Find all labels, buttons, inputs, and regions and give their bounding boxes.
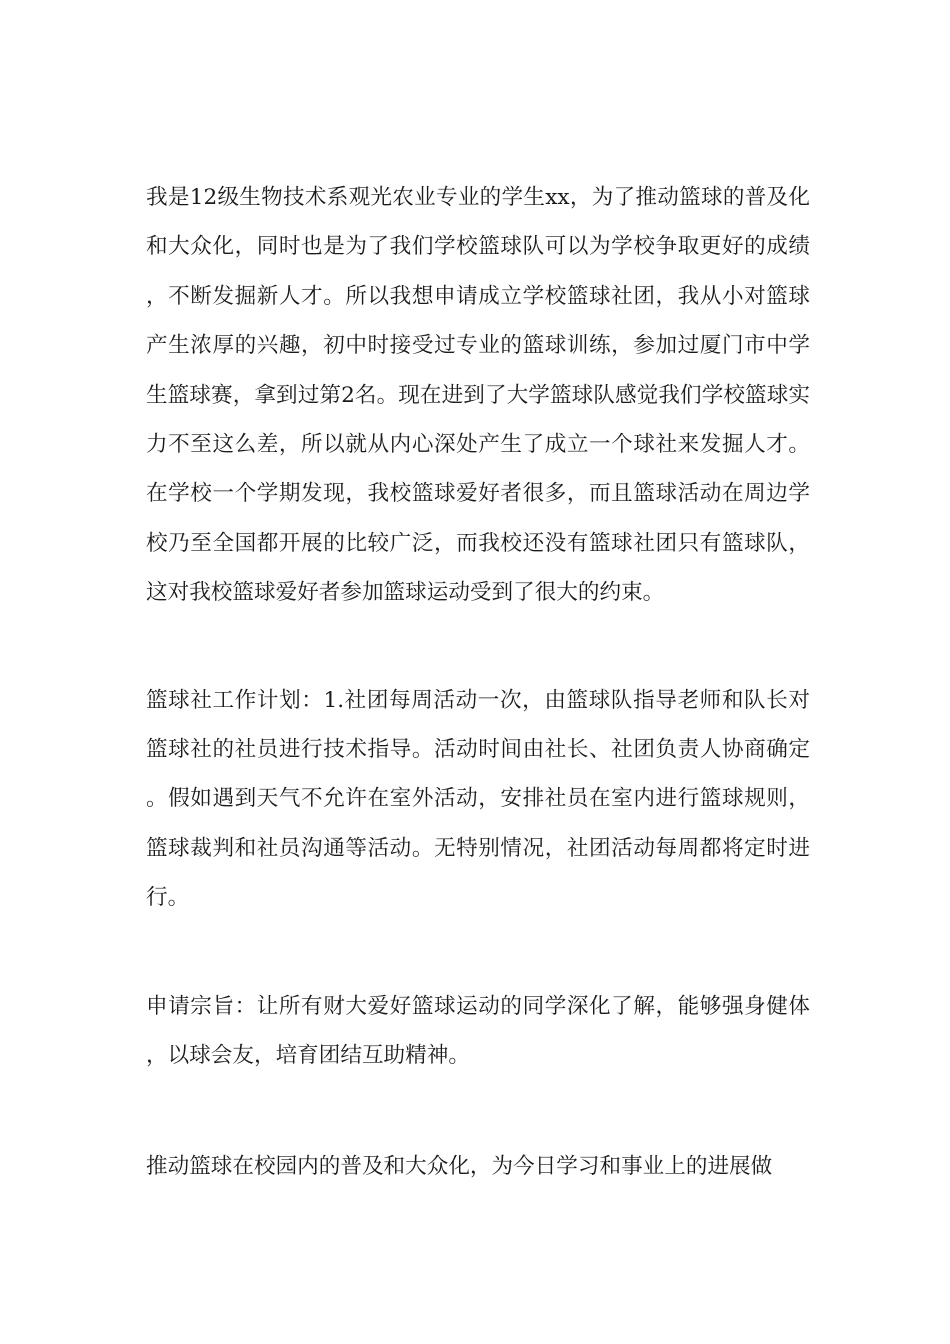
document-body xyxy=(146,173,810,1191)
paragraph-promotion: 推动篮球在校园内的普及和大众化，为今日学习和事业上的进展做 xyxy=(146,1153,773,1179)
paragraph-application-intro: 我是12级生物技术系观光农业专业的学生xx，为了推动篮球的普及化和大众化，同时也是为了我们学校篮球队可以为学校争取更好的成绩，不断发掘新人才。所以我想申请成立学校篮球社团，我从小对篮球产生浓厚的兴趣，初中时接受过专业的篮球训练，参加过厦门市中学生篮球赛，拿到过第2名。现在进到了大学篮球队感觉我们学校篮球实力不至这么差，所以就从内心深处产生了成立一个球社来发掘人才。在学校一个学期发现，我校篮球爱好者很多，而且篮球活动在周边学校乃至全国都开展的比较广泛，而我校还没有篮球社团只有篮球队，这对我校篮球爱好者参加篮球运动受到了很大的约束。 xyxy=(146,185,810,606)
paragraph-purpose: 申请宗旨：让所有财大爱好篮球运动的同学深化了解，能够强身健体，以球会友，培育团结互助精神。 xyxy=(146,993,810,1069)
paragraph-work-plan: 篮球社工作计划：1.社团每周活动一次，由篮球队指导老师和队长对篮球社的社员进行技术指导。活动时间由社长、社团负责人协商确定。假如遇到天气不允许在室外活动，安排社员在室内进行篮球规则，篮球裁判和社员沟通等活动。无特别情况，社团活动每周都将定时进行。 xyxy=(146,687,810,911)
